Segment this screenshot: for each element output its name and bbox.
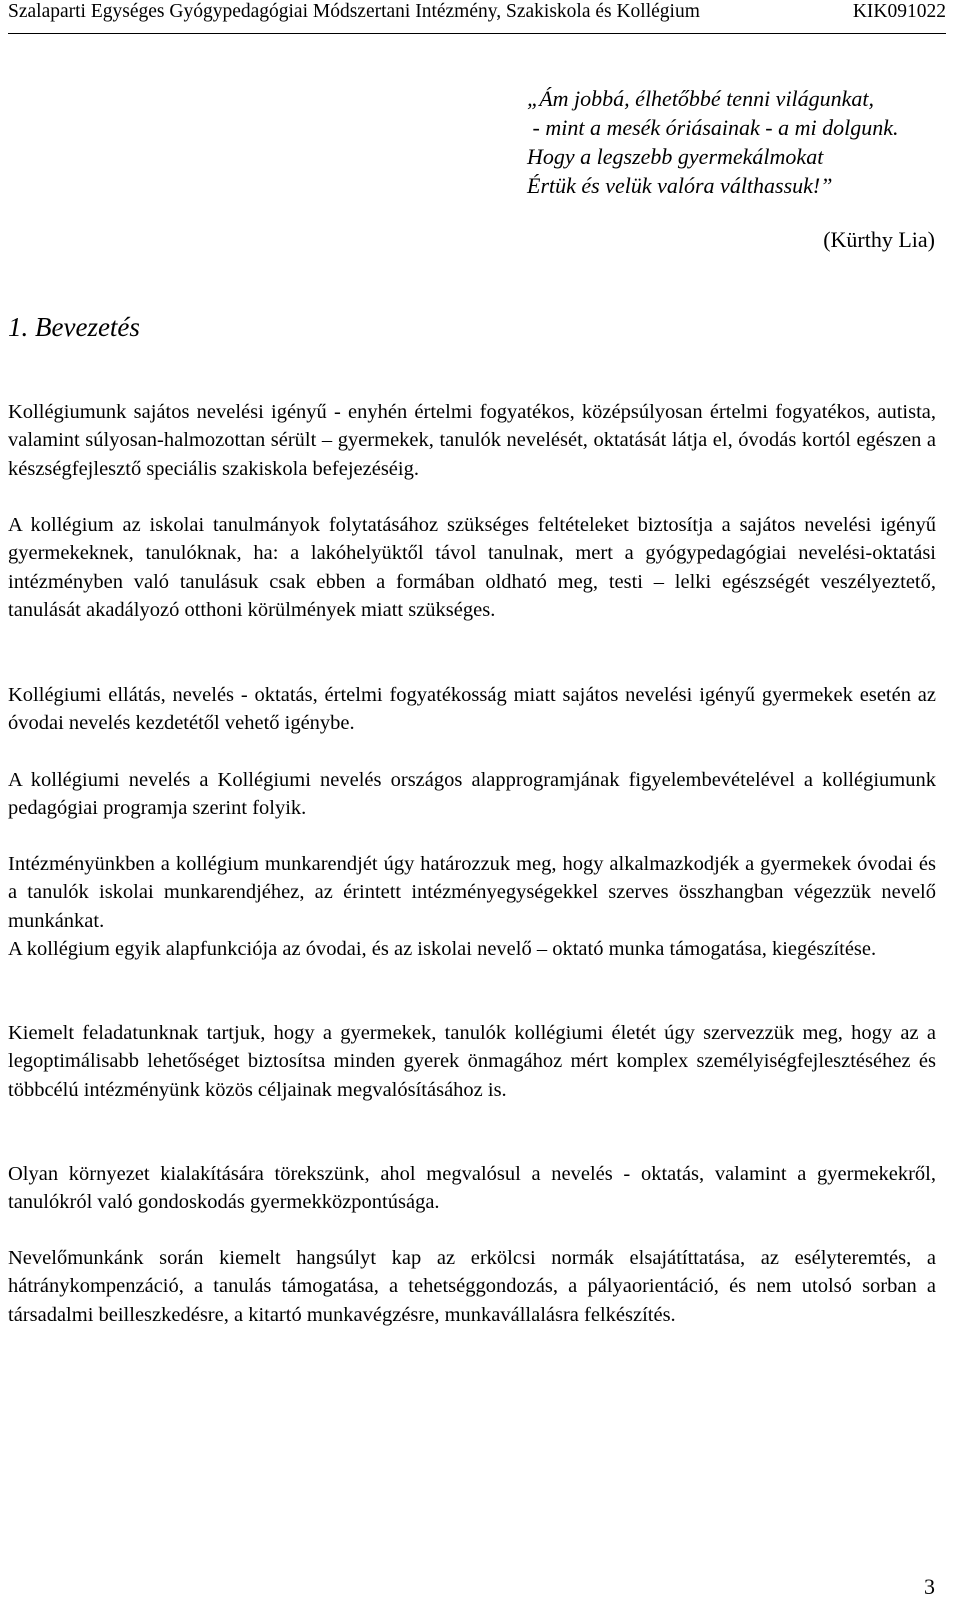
paragraph-text: Intézményünkben a kollégium munkarendjét úgy határozzuk meg, hogy alkalmazkodjék a gyermekek óvodai és a tanulók iskolai munkarendjéhez, az érintett intézményegységekkel szerves összhangban végezzük nevelő munkánkat. bbox=[8, 853, 936, 932]
paragraph bbox=[8, 1019, 936, 1104]
paragraph-text: Kiemelt feladatunknak tartjuk, hogy a gyermekek, tanulók kollégiumi életét úgy szervezzük meg, hogy az a legoptimálisabb lehetőséget biztosítsa minden gyerek önmagához mért komplex személyiségfejlesztéséhez és többcélú intézményünk közös céljainak megvalósításához is. bbox=[8, 1022, 936, 1101]
page-number: 3 bbox=[924, 1574, 935, 1599]
motto-line: - mint a mesék óriásainak - a mi dolgunk. bbox=[527, 115, 899, 140]
paragraph-text: Nevelőmunkánk során kiemelt hangsúlyt kap az erkölcsi normák elsajátíttatása, az esélyteremtés, a hátránykompenzáció, a tanulás támogatása, a tehetséggondozás, a pályaorientáció, és nem utolsó sorban a társadalmi beilleszkedésre, a kitartó munkavégzésre, munkavállalásra felkészítés. bbox=[8, 1247, 936, 1326]
paragraph bbox=[8, 681, 936, 738]
motto-line: Hogy a legszebb gyermekálmokat bbox=[527, 144, 824, 169]
motto-quote bbox=[527, 84, 899, 200]
paragraph bbox=[8, 1160, 936, 1217]
paragraph bbox=[8, 511, 936, 625]
paragraph-text: A kollégiumi nevelés a Kollégiumi nevelés országos alapprogramjának figyelembevételével a kollégiumunk pedagógiai programja szerint folyik. bbox=[8, 769, 936, 820]
paragraph bbox=[8, 766, 936, 823]
motto-line: Értük és velük valóra válthassuk!” bbox=[527, 173, 833, 198]
paragraph-text: Kollégiumunk sajátos nevelési igényű - enyhén értelmi fogyatékos, középsúlyosan értelmi fogyatékos, autista, valamint súlyosan-halmozottan sérült – gyermekek, tanulók nevelését, oktatását látja el, óvodás kortól egészen a készségfejlesztő speciális szakiskola befejezéséig. bbox=[8, 401, 936, 480]
motto-author: (Kürthy Lia) bbox=[823, 227, 935, 252]
section-title: 1. Bevezetés bbox=[8, 312, 140, 342]
header-document-code: KIK091022 bbox=[852, 1, 946, 22]
paragraph-text: Kollégiumi ellátás, nevelés - oktatás, értelmi fogyatékosság miatt sajátos nevelési igényű gyermekek esetén az óvodai nevelés kezdetétől vehető igénybe. bbox=[8, 684, 936, 735]
motto-line: „Ám jobbá, élhetőbbé tenni világunkat, bbox=[527, 86, 875, 111]
running-header bbox=[8, 0, 946, 34]
paragraph-text: A kollégium egyik alapfunkciója az óvodai, és az iskolai nevelő – oktató munka támogatása, kiegészítése. bbox=[8, 938, 877, 961]
paragraph bbox=[8, 398, 936, 483]
header-institution-name: Szalaparti Egységes Gyógypedagógiai Módszertani Intézmény, Szakiskola és Kollégium bbox=[8, 1, 700, 22]
paragraph-text: A kollégium az iskolai tanulmányok folytatásához szükséges feltételeket biztosítja a sajátos nevelési igényű gyermekeknek, tanulóknak, ha: a lakóhelyüktől távol tanulnak, mert a gyógypedagógiai nevelési-oktatási intézményben való tanulásuk csak ebben a formában oldható meg, testi – lelki egészségét veszélyeztető, tanulását akadályozó otthoni körülmények miatt szükséges. bbox=[8, 514, 936, 622]
paragraph bbox=[8, 850, 936, 964]
paragraph-text: Olyan környezet kialakítására törekszünk, ahol megvalósul a nevelés - oktatás, valamint a gyermekekről, tanulókról való gondoskodás gyermekközpontúsága. bbox=[8, 1163, 936, 1214]
paragraph bbox=[8, 1244, 936, 1329]
